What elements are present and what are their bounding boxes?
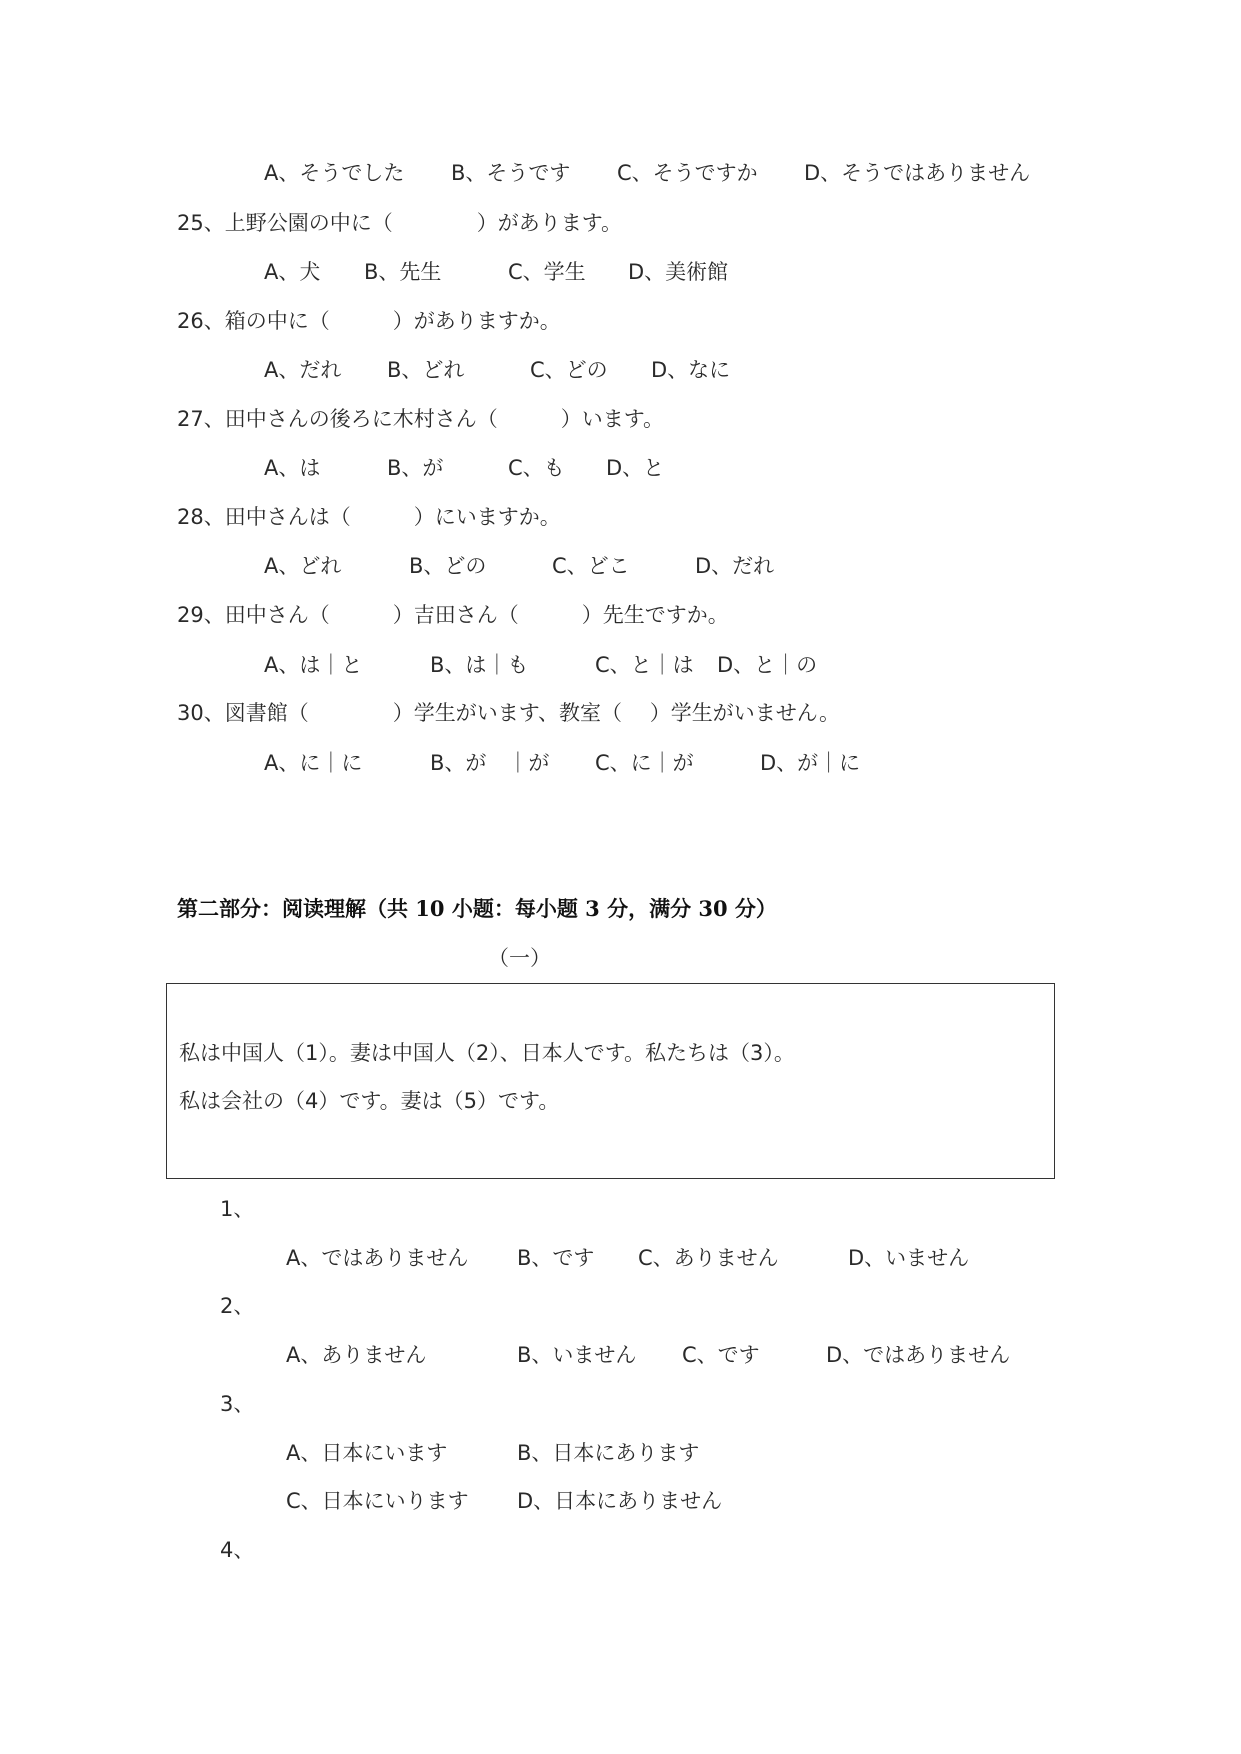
section-subheading: （一） xyxy=(488,946,551,970)
option: D、だれ xyxy=(695,554,775,578)
option: B、は｜も xyxy=(430,653,529,677)
passage-line: 私は会社の（4）です。妻は（5）です。 xyxy=(179,1089,560,1113)
option: A、ありません xyxy=(286,1343,427,1367)
option: C、そうですか xyxy=(617,161,758,185)
option: D、いません xyxy=(848,1246,970,1270)
passage-line: 私は中国人（1）。妻は中国人（2）、日本人です。私たちは（3）。 xyxy=(179,1041,795,1065)
option: C、どこ xyxy=(552,554,630,578)
passage-box xyxy=(166,983,1055,1179)
option: B、先生 xyxy=(364,260,442,284)
option: D、そうではありません xyxy=(804,161,1031,185)
option: D、美術館 xyxy=(628,260,729,284)
question-25-stem: 25、上野公園の中に（ ）があります。 xyxy=(177,211,623,235)
option: A、日本にいます xyxy=(286,1441,448,1465)
option: C、ありません xyxy=(638,1246,779,1270)
option: D、ではありません xyxy=(826,1343,1011,1367)
option: C、学生 xyxy=(508,260,586,284)
question-29-stem: 29、田中さん（ ）吉田さん（ ）先生ですか。 xyxy=(177,603,729,627)
option: B、が xyxy=(387,456,444,480)
option: B、日本にあります xyxy=(517,1441,700,1465)
question-28-stem: 28、田中さんは（ ）にいますか。 xyxy=(177,505,561,529)
option: B、どれ xyxy=(387,358,465,382)
option: D、と xyxy=(606,456,665,480)
option: A、犬 xyxy=(264,260,321,284)
option: B、そうです xyxy=(451,161,571,185)
option: B、いません xyxy=(517,1343,637,1367)
option: A、は xyxy=(264,456,321,480)
option: A、に｜に xyxy=(264,751,363,775)
question-30-stem: 30、図書館（ ）学生がいます、教室（ ）学生がいません。 xyxy=(177,701,840,725)
question-26-stem: 26、箱の中に（ ）がありますか。 xyxy=(177,309,561,333)
option: B、が ｜が xyxy=(430,751,550,775)
option: C、と｜は xyxy=(595,653,694,677)
option: A、ではありません xyxy=(286,1246,469,1270)
option: D、日本にありません xyxy=(517,1489,723,1513)
question-27-stem: 27、田中さんの後ろに木村さん（ ）います。 xyxy=(177,407,665,431)
option: B、どの xyxy=(409,554,487,578)
option: D、と｜の xyxy=(717,653,818,677)
reading-question-3-number: 3、 xyxy=(220,1392,255,1416)
option: D、なに xyxy=(651,358,731,382)
option: D、が｜に xyxy=(760,751,861,775)
option: A、どれ xyxy=(264,554,342,578)
option: C、も xyxy=(508,456,565,480)
section-heading: 第二部分：阅读理解（共 10 小题：每小题 3 分，满分 30 分） xyxy=(177,896,777,921)
option: A、そうでした xyxy=(264,161,405,185)
option: A、だれ xyxy=(264,358,342,382)
reading-question-4-number: 4、 xyxy=(220,1538,255,1562)
reading-question-1-number: 1、 xyxy=(220,1197,255,1221)
reading-question-2-number: 2、 xyxy=(220,1294,255,1318)
option: B、です xyxy=(517,1246,595,1270)
option: A、は｜と xyxy=(264,653,363,677)
option: C、どの xyxy=(530,358,608,382)
option: C、です xyxy=(682,1343,760,1367)
option: C、に｜が xyxy=(595,751,694,775)
option: C、日本にいります xyxy=(286,1489,469,1513)
